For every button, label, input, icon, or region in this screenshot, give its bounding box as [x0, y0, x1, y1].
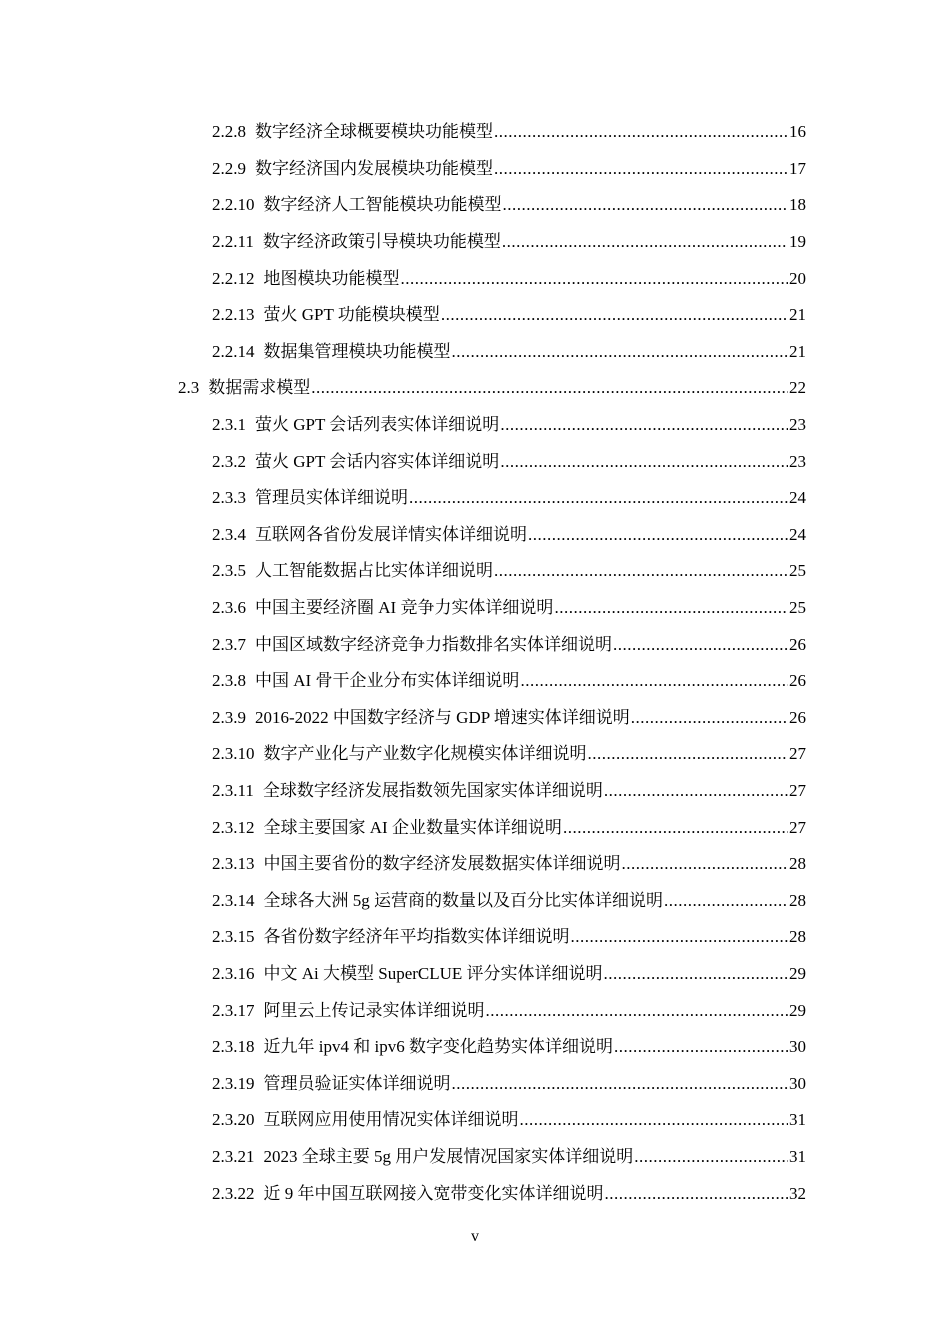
- toc-entry[interactable]: [0, 260, 950, 297]
- toc-entry-page: 21: [789, 341, 806, 361]
- toc-entry-page: 19: [789, 232, 806, 252]
- toc-entry-number: 2.3.3: [212, 488, 246, 508]
- toc-dot-leader: [486, 1000, 789, 1022]
- toc-entry-page: 30: [789, 1073, 806, 1093]
- toc-entry[interactable]: [0, 1102, 950, 1139]
- toc-entry-page: 17: [789, 158, 806, 178]
- toc-dot-leader: [500, 414, 788, 436]
- toc-entry[interactable]: [0, 480, 950, 517]
- toc-entry-page: 24: [789, 524, 806, 544]
- toc-entry-number: 2.3.10: [212, 744, 255, 764]
- toc-entry-title: 管理员实体详细说明: [255, 488, 408, 508]
- toc-entry-page: 30: [789, 1037, 806, 1057]
- toc-dot-leader: [571, 926, 789, 948]
- toc-entry-page: 23: [789, 415, 806, 435]
- toc-dot-leader: [441, 304, 788, 326]
- toc-entry-number: 2.3.21: [212, 1146, 255, 1166]
- toc-entry[interactable]: [0, 1065, 950, 1102]
- toc-entry-title: 数字经济政策引导模块功能模型: [262, 232, 501, 252]
- toc-entry-page: 26: [789, 671, 806, 691]
- toc-entry[interactable]: [0, 1029, 950, 1066]
- toc-entry[interactable]: [0, 224, 950, 261]
- toc-entry[interactable]: [0, 553, 950, 590]
- toc-dot-leader: [604, 963, 788, 985]
- toc-dot-leader: [409, 487, 788, 509]
- toc-entry-page: 26: [789, 707, 806, 727]
- toc-entry-number: 2.2.13: [212, 305, 255, 325]
- toc-entry-page: 31: [789, 1146, 806, 1166]
- toc-dot-leader: [503, 194, 789, 216]
- toc-entry-page: 28: [789, 854, 806, 874]
- toc-entry-number: 2.3.7: [212, 634, 246, 654]
- toc-entry-page: 31: [789, 1110, 806, 1130]
- toc-entry-page: 27: [789, 744, 806, 764]
- toc-entry-number: 2.3.19: [212, 1073, 255, 1093]
- toc-entry-title: 中国 AI 骨干企业分布实体详细说明: [255, 671, 520, 691]
- toc-entry[interactable]: [0, 407, 950, 444]
- toc-entry[interactable]: [0, 187, 950, 224]
- toc-entry-page: 23: [789, 451, 806, 471]
- toc-entry-number: 2.3.18: [212, 1037, 255, 1057]
- toc-dot-leader: [494, 121, 788, 143]
- toc-dot-leader: [622, 853, 789, 875]
- toc-entry-number: 2.3.15: [212, 927, 255, 947]
- toc-dot-leader: [452, 1073, 789, 1095]
- toc-entry[interactable]: [0, 846, 950, 883]
- toc-dot-leader: [588, 743, 789, 765]
- toc-entry-title: 各省份数字经济年平均指数实体详细说明: [263, 927, 570, 947]
- toc-dot-leader: [520, 1109, 789, 1131]
- toc-entry[interactable]: [0, 773, 950, 810]
- toc-entry-number: 2.3.12: [212, 817, 255, 837]
- toc-entry-page: 20: [789, 268, 806, 288]
- toc-entry-number: 2.3.1: [212, 415, 246, 435]
- toc-entry-number: 2.3.8: [212, 671, 246, 691]
- toc-entry-title: 数字产业化与产业数字化规模实体详细说明: [263, 744, 587, 764]
- toc-entry[interactable]: [0, 736, 950, 773]
- toc-dot-leader: [614, 1036, 788, 1058]
- toc-dot-leader: [554, 597, 788, 619]
- toc-dot-leader: [452, 341, 789, 363]
- toc-entry-number: 2.3.9: [212, 707, 246, 727]
- toc-dot-leader: [563, 817, 788, 839]
- toc-entry-number: 2.2.11: [212, 232, 254, 252]
- toc-entry[interactable]: [0, 919, 950, 956]
- page-number: v: [471, 1228, 479, 1245]
- toc-entry[interactable]: [0, 517, 950, 554]
- toc-entry[interactable]: [0, 334, 950, 371]
- toc-dot-leader: [664, 890, 788, 912]
- toc-entry-title: 互联网各省份发展详情实体详细说明: [255, 524, 527, 544]
- toc-entry-page: 28: [789, 927, 806, 947]
- toc-entry-title: 萤火 GPT 功能模块模型: [263, 305, 440, 325]
- toc-entry[interactable]: [0, 956, 950, 993]
- toc-entry-page: 24: [789, 488, 806, 508]
- toc-entry-title: 数据集管理模块功能模型: [263, 341, 451, 361]
- toc-entry-page: 21: [789, 305, 806, 325]
- toc-entry-number: 2.3.4: [212, 524, 246, 544]
- toc-entry[interactable]: [0, 663, 950, 700]
- toc-entry[interactable]: [0, 1175, 950, 1212]
- toc-entry-page: 16: [789, 122, 806, 142]
- toc-entry-number: 2.3.22: [212, 1183, 255, 1203]
- toc-entry[interactable]: [0, 443, 950, 480]
- toc-entry-title: 2023 全球主要 5g 用户发展情况国家实体详细说明: [263, 1146, 634, 1166]
- toc-entry-page: 29: [789, 1000, 806, 1020]
- toc-entry-title: 萤火 GPT 会话列表实体详细说明: [255, 415, 500, 435]
- toc-entry-title: 中文 Ai 大模型 SuperCLUE 评分实体详细说明: [263, 963, 603, 983]
- toc-dot-leader: [634, 1146, 788, 1168]
- toc-entry-number: 2.3.14: [212, 890, 255, 910]
- toc-entry-title: 数字经济国内发展模块功能模型: [255, 158, 493, 178]
- toc-entry-title: 数字经济人工智能模块功能模型: [263, 195, 502, 215]
- toc-entry-title: 全球数字经济发展指数领先国家实体详细说明: [262, 780, 603, 800]
- toc-dot-leader: [311, 377, 788, 399]
- toc-entry-title: 数据需求模型: [208, 378, 311, 398]
- toc-entry-number: 2.2.8: [212, 122, 246, 142]
- toc-entry-page: 25: [789, 561, 806, 581]
- toc-entry-page: 22: [789, 378, 806, 398]
- toc-dot-leader: [605, 1183, 789, 1205]
- toc-entry-number: 2.3.5: [212, 561, 246, 581]
- toc-entry-title: 中国主要省份的数字经济发展数据实体详细说明: [263, 854, 621, 874]
- toc-entry[interactable]: [0, 370, 950, 407]
- toc-entry-title: 近 9 年中国互联网接入宽带变化实体详细说明: [263, 1183, 604, 1203]
- toc-entry[interactable]: [0, 809, 950, 846]
- toc-entry-page: 29: [789, 963, 806, 983]
- toc-entry-page: 18: [789, 195, 806, 215]
- toc-entry[interactable]: [0, 700, 950, 737]
- toc-entry[interactable]: [0, 590, 950, 627]
- toc-entry-number: 2.3.16: [212, 963, 255, 983]
- toc-entry-page: 25: [789, 598, 806, 618]
- toc-entry-title: 地图模块功能模型: [263, 268, 400, 288]
- toc-entry-title: 全球主要国家 AI 企业数量实体详细说明: [263, 817, 562, 837]
- toc-dot-leader: [604, 780, 788, 802]
- toc-entry-title: 互联网应用使用情况实体详细说明: [263, 1110, 519, 1130]
- toc-entry-number: 2.3.11: [212, 780, 254, 800]
- toc-entry-number: 2.2.14: [212, 341, 255, 361]
- toc-entry[interactable]: [0, 297, 950, 334]
- toc-entry[interactable]: [0, 1139, 950, 1176]
- toc-entry-number: 2.2.12: [212, 268, 255, 288]
- toc-entry-number: 2.2.10: [212, 195, 255, 215]
- toc-entry-page: 27: [789, 780, 806, 800]
- toc-entry[interactable]: [0, 992, 950, 1029]
- toc-entry[interactable]: [0, 151, 950, 188]
- table-of-contents: [0, 114, 950, 1212]
- toc-entry-number: 2.3.6: [212, 598, 246, 618]
- toc-entry-number: 2.3.20: [212, 1110, 255, 1130]
- toc-dot-leader: [494, 560, 788, 582]
- toc-dot-leader: [494, 158, 788, 180]
- toc-entry-title: 中国区域数字经济竞争力指数排名实体详细说明: [255, 634, 612, 654]
- toc-entry-title: 近九年 ipv4 和 ipv6 数字变化趋势实体详细说明: [263, 1037, 613, 1057]
- toc-dot-leader: [520, 670, 788, 692]
- toc-dot-leader: [631, 707, 788, 729]
- toc-dot-leader: [500, 451, 788, 473]
- toc-entry-number: 2.2.9: [212, 158, 246, 178]
- toc-entry-number: 2.3: [178, 378, 200, 398]
- toc-entry[interactable]: [0, 882, 950, 919]
- toc-dot-leader: [528, 524, 788, 546]
- toc-entry-title: 中国主要经济圈 AI 竞争力实体详细说明: [255, 598, 554, 618]
- toc-entry-page: 27: [789, 817, 806, 837]
- toc-entry-title: 管理员验证实体详细说明: [263, 1073, 451, 1093]
- toc-entry-number: 2.3.2: [212, 451, 246, 471]
- toc-entry-page: 32: [789, 1183, 806, 1203]
- toc-entry-number: 2.3.17: [212, 1000, 255, 1020]
- toc-entry-page: 26: [789, 634, 806, 654]
- toc-entry[interactable]: [0, 114, 950, 151]
- toc-dot-leader: [502, 231, 788, 253]
- toc-entry-title: 2016-2022 中国数字经济与 GDP 增速实体详细说明: [255, 707, 630, 727]
- toc-entry-title: 数字经济全球概要模块功能模型: [255, 122, 493, 142]
- toc-entry-number: 2.3.13: [212, 854, 255, 874]
- toc-entry-title: 萤火 GPT 会话内容实体详细说明: [255, 451, 500, 471]
- toc-entry[interactable]: [0, 626, 950, 663]
- toc-entry-title: 阿里云上传记录实体详细说明: [263, 1000, 485, 1020]
- toc-entry-title: 全球各大洲 5g 运营商的数量以及百分比实体详细说明: [263, 890, 663, 910]
- toc-entry-page: 28: [789, 890, 806, 910]
- toc-entry-title: 人工智能数据占比实体详细说明: [255, 561, 493, 581]
- toc-dot-leader: [401, 268, 789, 290]
- toc-dot-leader: [613, 634, 788, 656]
